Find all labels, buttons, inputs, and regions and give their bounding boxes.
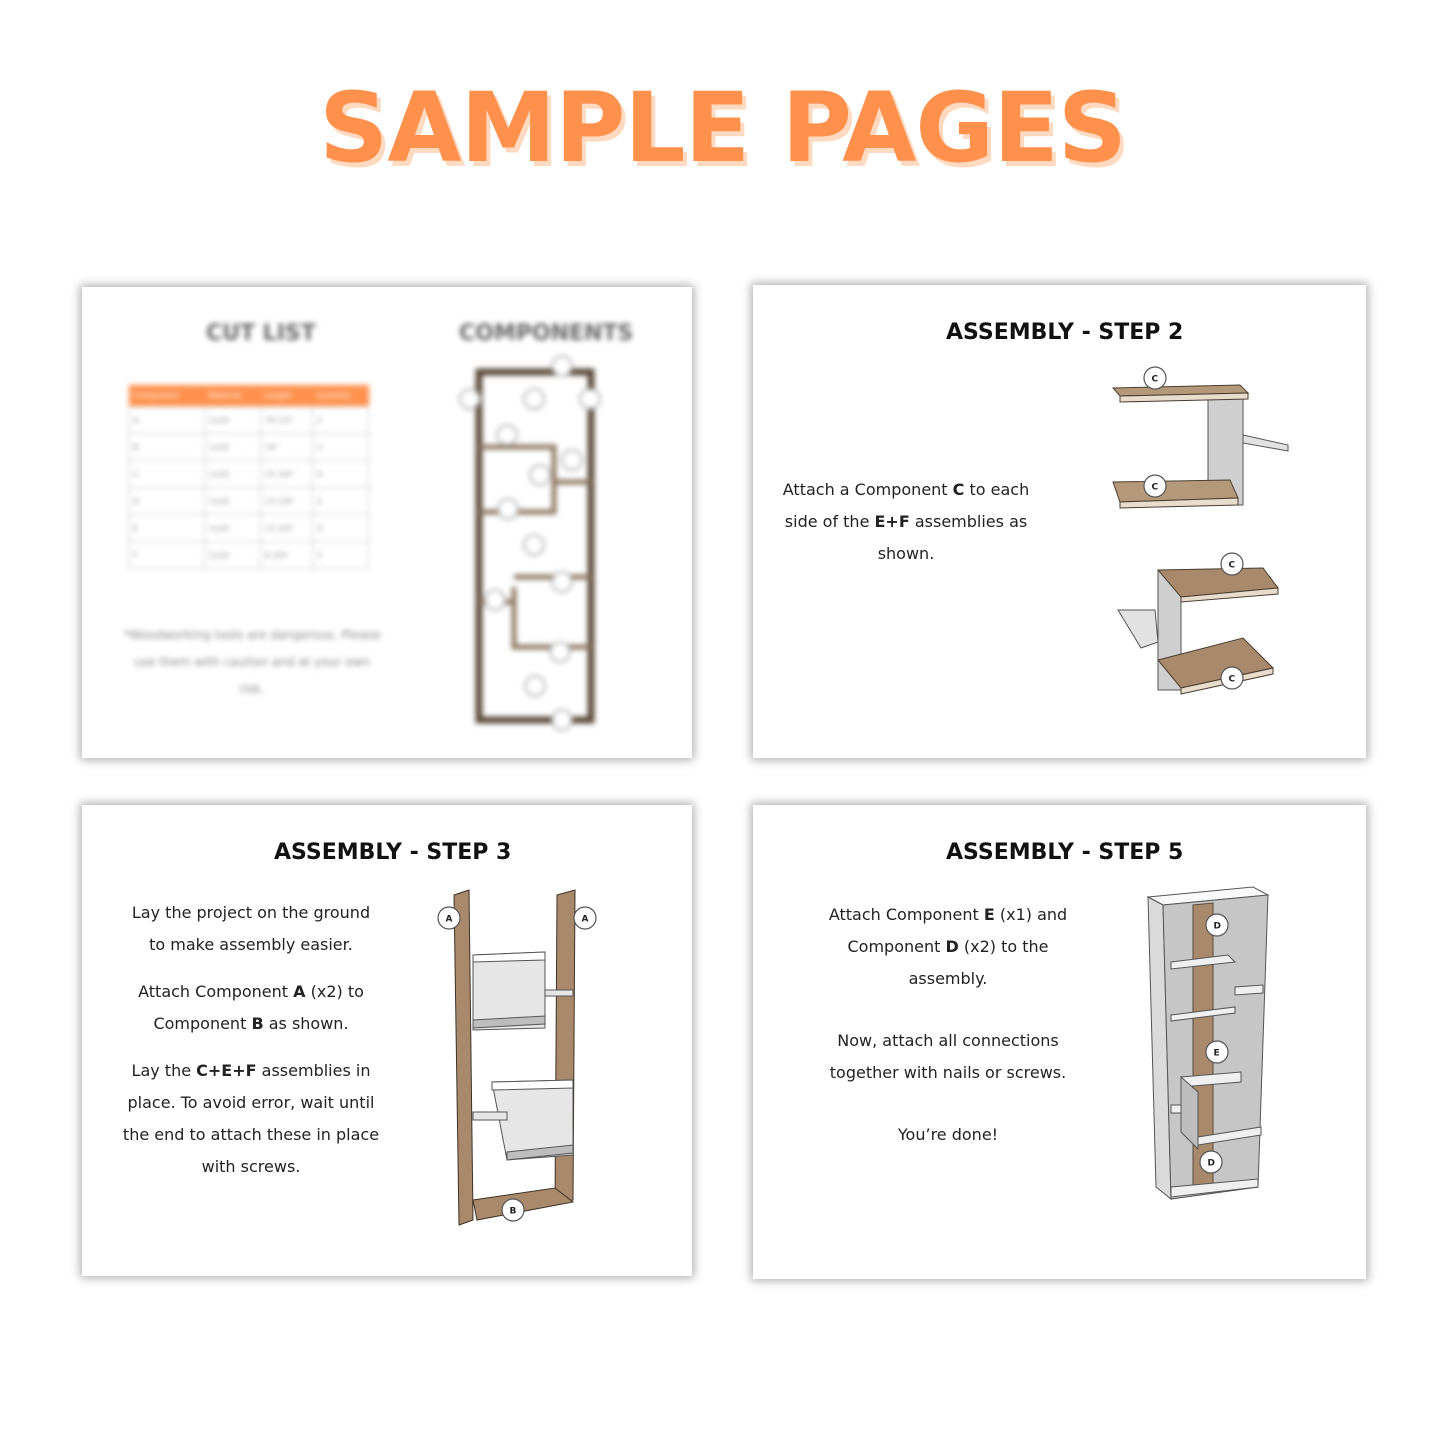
step-3-paragraph-1: Lay the project on the ground to make assembly easier. [131, 903, 371, 954]
table-cell: 2 [313, 407, 369, 434]
step-2-title: ASSEMBLY - STEP 2 [946, 320, 1184, 345]
table-cell: E [129, 515, 205, 542]
step-5-paragraph-3: You’re done! [897, 1125, 999, 1144]
table-header: Material [205, 385, 261, 407]
table-row [129, 488, 369, 515]
label-b: B [509, 1206, 517, 1217]
table-cell: B [129, 434, 205, 461]
step-3-paragraph-3: Lay the C+E+F assemblies in place. To avoid error, wait until the end to attach these in place with screws. [122, 1061, 380, 1176]
label-c-4: C [1228, 674, 1236, 685]
table-header: Quantity [313, 385, 369, 407]
step-5-instructions [818, 899, 1078, 1166]
step-3-title: ASSEMBLY - STEP 3 [274, 840, 512, 865]
assembly-step-5-card [753, 805, 1366, 1279]
table-cell: A [129, 407, 205, 434]
table-header: Component [129, 385, 205, 407]
step-5-paragraph-2: Now, attach all connections together with nails or screws. [829, 1031, 1067, 1082]
step-2-top-diagram [1108, 365, 1293, 515]
table-cell: 70 1/2" [261, 407, 313, 434]
table-cell: 1x10 [205, 542, 261, 569]
table-cell: 15 3/4" [261, 461, 313, 488]
table-header: Length [261, 385, 313, 407]
cut-list-table [128, 385, 369, 569]
label-d-2: D [1207, 1158, 1215, 1169]
label-c-3: C [1228, 560, 1236, 571]
cut-list-page-card [82, 287, 692, 758]
label-a-2: A [581, 914, 589, 925]
assembly-step-3-card [82, 805, 692, 1276]
step-2-paragraph: Attach a Component C to each side of the E+F assemblies as shown. [782, 480, 1030, 563]
step-5-paragraph-1: Attach Component E (x1) and Component D (x2) to the assembly. [828, 905, 1068, 988]
table-cell: 1x10 [205, 488, 261, 515]
step-3-diagram [437, 890, 612, 1230]
table-cell: 2 [313, 434, 369, 461]
table-cell: 1x10 [205, 407, 261, 434]
table-cell: 2 [313, 488, 369, 515]
table-cell: 1x10 [205, 434, 261, 461]
label-a-1: A [445, 914, 453, 925]
components-title: COMPONENTS [459, 321, 634, 346]
table-cell: 1x10 [205, 461, 261, 488]
table-cell: 1x10 [205, 515, 261, 542]
label-c-1: C [1151, 374, 1159, 385]
label-c-2: C [1151, 482, 1159, 493]
table-cell: C [129, 461, 205, 488]
step-2-bottom-diagram [1113, 550, 1288, 700]
table-cell: 13 3/4" [261, 515, 313, 542]
step-5-diagram [1143, 887, 1273, 1207]
table-cell: 6 3/4" [261, 542, 313, 569]
table-row [129, 407, 369, 434]
step-5-title: ASSEMBLY - STEP 5 [946, 840, 1184, 865]
table-row [129, 434, 369, 461]
label-e: E [1213, 1048, 1220, 1059]
table-row [129, 542, 369, 569]
table-row [129, 461, 369, 488]
table-cell: 2 [313, 542, 369, 569]
components-diagram [462, 357, 622, 737]
table-cell: 3 [313, 515, 369, 542]
step-2-instructions [776, 474, 1036, 585]
cut-list-title: CUT LIST [206, 321, 316, 346]
safety-disclaimer: *Woodworking tools are dangerous. Please use them with caution and at your own risk. [123, 628, 381, 696]
assembly-step-2-card [753, 285, 1366, 758]
table-row [129, 515, 369, 542]
table-cell: 24" [261, 434, 313, 461]
step-3-paragraph-2: Attach Component A (x2) to Component B as shown. [138, 982, 364, 1033]
table-cell: D [129, 488, 205, 515]
table-cell: 13 1/8" [261, 488, 313, 515]
table-cell: F [129, 542, 205, 569]
table-cell: 4 [313, 461, 369, 488]
page-headline: SAMPLE PAGES [319, 72, 1126, 184]
label-d-1: D [1213, 921, 1221, 932]
step-3-instructions [122, 897, 380, 1198]
